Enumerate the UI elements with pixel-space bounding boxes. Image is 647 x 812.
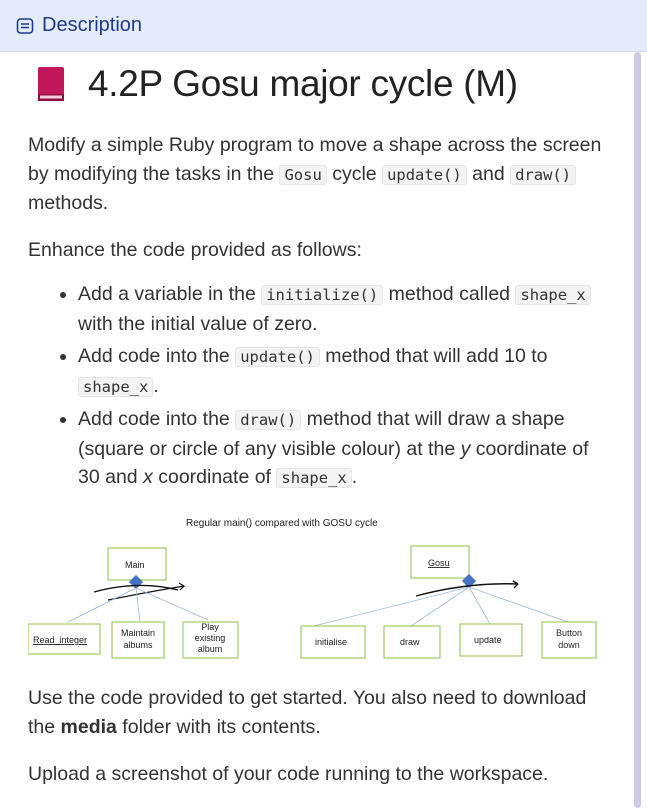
description-icon xyxy=(16,17,34,35)
update-label: update xyxy=(474,635,502,645)
enhance-paragraph: Enhance the code provided as follows: xyxy=(28,238,362,261)
maintain-albums-line: Maintain xyxy=(120,628,156,638)
diagram-title: Regular main() compared with GOSU cycle xyxy=(186,518,378,529)
code-draw: draw() xyxy=(510,165,576,185)
main-label: Main xyxy=(125,560,145,570)
list-item: • Add a variable in the initialize() method called shape_x with the initial value of zero. xyxy=(78,280,608,338)
description-header[interactable] xyxy=(0,0,647,52)
button-down-line: down xyxy=(558,640,580,650)
list-item: • Add code into the update() method that will add 10 to shape_x . xyxy=(78,342,608,401)
page-title: 4.2P Gosu major cycle (M) xyxy=(88,63,518,104)
list-item: • Add code into the draw() method that will draw a shape (square or circle of any visible colour) at the y coordinate of 30 and x coordinate of shape_x . xyxy=(78,405,608,493)
content xyxy=(28,52,608,497)
button-down-line: Button xyxy=(555,628,583,638)
maintain-albums-line: albums xyxy=(123,640,153,650)
intro-paragraph: Modify a simple Ruby program to move a shape across the screen by modifying the tasks in the Gosu cycle update() and draw() methods. xyxy=(28,134,602,214)
play-album-line: Play xyxy=(201,622,219,632)
play-album-line: album xyxy=(197,644,223,654)
task-list xyxy=(28,280,608,493)
book-icon xyxy=(36,66,66,102)
gosu-label: Gosu xyxy=(428,558,450,568)
header-title: Description xyxy=(42,14,143,36)
read-integer-label: Read_integer xyxy=(33,635,88,645)
play-album-line: existing xyxy=(194,633,226,643)
code-update: update() xyxy=(382,165,467,185)
outro-paragraph: Use the code provided to get started. You also need to download the media folder with its contents. xyxy=(28,687,587,738)
code-gosu: Gosu xyxy=(279,165,326,185)
scrollbar[interactable] xyxy=(634,52,641,808)
task-title-row xyxy=(28,58,608,110)
upload-paragraph: Upload a screenshot of your code running to the workspace. xyxy=(28,763,549,785)
media-bold: media xyxy=(60,715,117,738)
initialise-label: initialise xyxy=(315,637,348,647)
draw-label: draw xyxy=(400,637,420,647)
cycle-diagram xyxy=(28,510,618,670)
